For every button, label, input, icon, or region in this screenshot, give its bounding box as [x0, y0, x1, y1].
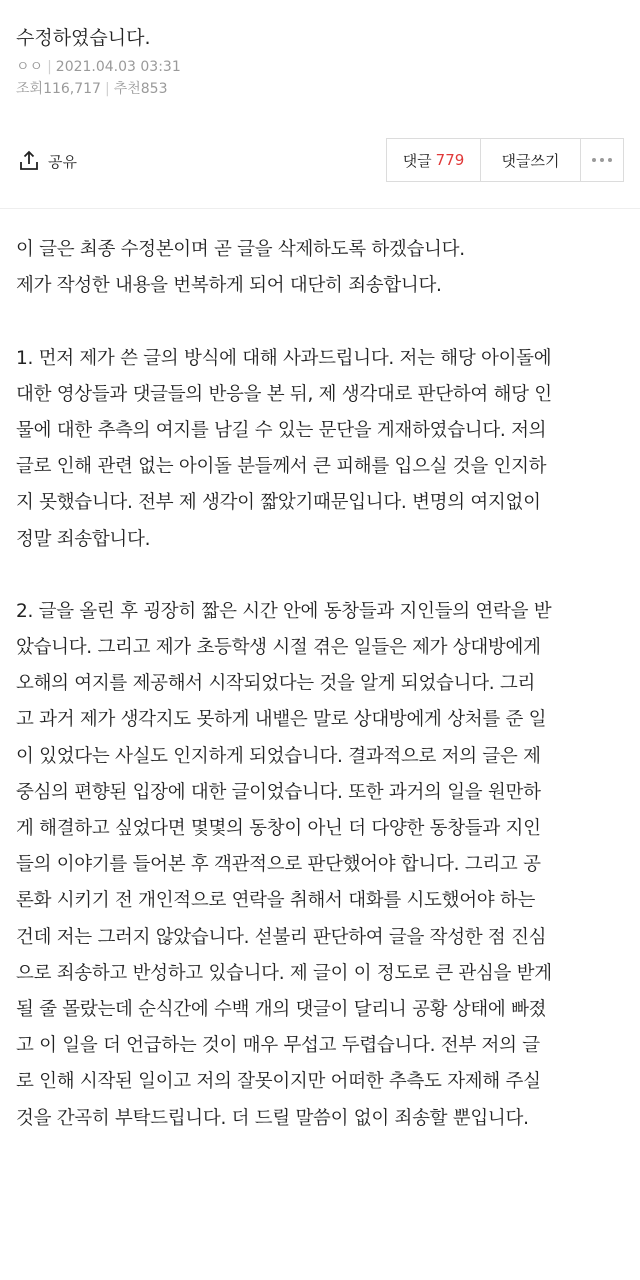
body-line: 것을 간곡히 부탁드립니다. 더 드릴 말씀이 없이 죄송할 뿐입니다. [16, 1107, 529, 1129]
post-meta [16, 56, 624, 78]
post-stats [16, 78, 624, 100]
author-name[interactable]: ㅇㅇ [16, 59, 44, 75]
recommend-label: 추천 [113, 81, 141, 97]
body-line: 건데 저는 그러지 않았습니다. 섣불리 판단하여 글을 작성한 점 진심 [16, 926, 547, 948]
body-line: 물에 대한 추측의 여지를 남길 수 있는 문단을 게재하였습니다. 저의 [16, 419, 547, 441]
comment-button-group [386, 138, 624, 182]
meta-separator: | [47, 59, 52, 75]
body-line: 게 해결하고 싶었다면 몇몇의 동창이 아닌 더 다양한 동창들과 지인 [16, 818, 541, 839]
body-line: 1. 먼저 제가 쓴 글의 방식에 대해 사과드립니다. 저는 해당 아이돌에 [16, 347, 552, 369]
body-line: 로 인해 시작된 일이고 저의 잘못이지만 어떠한 추측도 자제해 주실 [16, 1071, 541, 1093]
post-body [16, 232, 626, 1137]
body-line: 제가 작성한 내용을 번복하게 되어 대단히 죄송합니다. [16, 275, 442, 297]
body-line: 으로 죄송하고 반성하고 있습니다. 제 글이 이 정도로 큰 관심을 받게 [16, 962, 552, 984]
share-button[interactable] [18, 146, 77, 176]
paragraph-gap [16, 304, 626, 340]
body-line: 될 줄 몰랐는데 순식간에 수백 개의 댓글이 달리니 공황 상태에 빠졌 [16, 998, 547, 1020]
body-line: 정말 죄송합니다. [16, 528, 151, 550]
body-line: 들의 이야기를 들어본 후 객관적으로 판단했어야 합니다. 그리고 공 [16, 854, 541, 876]
body-line: 론화 시키기 전 개인적으로 연락을 취해서 대화를 시도했어야 하는 [16, 890, 536, 912]
body-line: 고 이 일을 더 언급하는 것이 매우 무섭고 두렵습니다. 전부 저의 글 [16, 1035, 540, 1057]
intro-paragraph [16, 232, 626, 304]
more-dots-icon [592, 158, 612, 162]
write-comment-button[interactable] [481, 139, 581, 181]
meta-separator: | [104, 81, 110, 97]
paragraph-gap [16, 558, 626, 594]
post-header [0, 0, 640, 100]
post-title: 수정하였습니다. [16, 27, 151, 49]
body-line: 2. 글을 올린 후 굉장히 짧은 시간 안에 동창들과 지인들의 연락을 받 [16, 600, 552, 622]
more-options-button[interactable] [581, 139, 623, 181]
comments-button[interactable] [387, 139, 481, 181]
body-line: 오해의 여지를 제공해서 시작되었다는 것을 알게 되었습니다. 그리 [16, 673, 536, 695]
paragraph-1 [16, 341, 626, 558]
body-line: 글로 인해 관련 없는 아이돌 분들께서 큰 피해를 입으실 것을 인지하 [16, 456, 547, 478]
body-line: 이 글은 최종 수정본이며 곧 글을 삭제하도록 하겠습니다. [16, 239, 465, 260]
divider [0, 208, 640, 209]
paragraph-2 [16, 594, 626, 1137]
comments-label: 댓글 [402, 151, 432, 170]
action-bar [0, 138, 640, 186]
comments-count: 779 [435, 151, 465, 169]
views-count: 116,717 [43, 81, 101, 97]
views-label: 조회 [16, 81, 44, 97]
body-line: 이 있었다는 사실도 인지하게 되었습니다. 결과적으로 저의 글은 제 [16, 745, 541, 767]
recommend-count: 853 [140, 81, 168, 97]
write-comment-label: 댓글쓰기 [501, 151, 560, 170]
share-label: 공유 [48, 152, 77, 171]
body-line: 중심의 편향된 입장에 대한 글이었습니다. 또한 과거의 일을 원만하 [16, 781, 541, 803]
body-line: 대한 영상들과 댓글들의 반응을 본 뒤, 제 생각대로 판단하여 해당 인 [16, 383, 552, 405]
body-line: 았습니다. 그리고 제가 초등학생 시절 겪은 일들은 제가 상대방에게 [16, 637, 541, 659]
body-line: 지 못했습니다. 전부 제 생각이 짧았기때문입니다. 변명의 여지없이 [16, 492, 541, 514]
post-datetime: 2021.04.03 03:31 [55, 59, 181, 75]
body-line: 고 과거 제가 생각지도 못하게 내뱉은 말로 상대방에게 상처를 준 일 [16, 709, 547, 731]
share-icon [18, 150, 40, 172]
